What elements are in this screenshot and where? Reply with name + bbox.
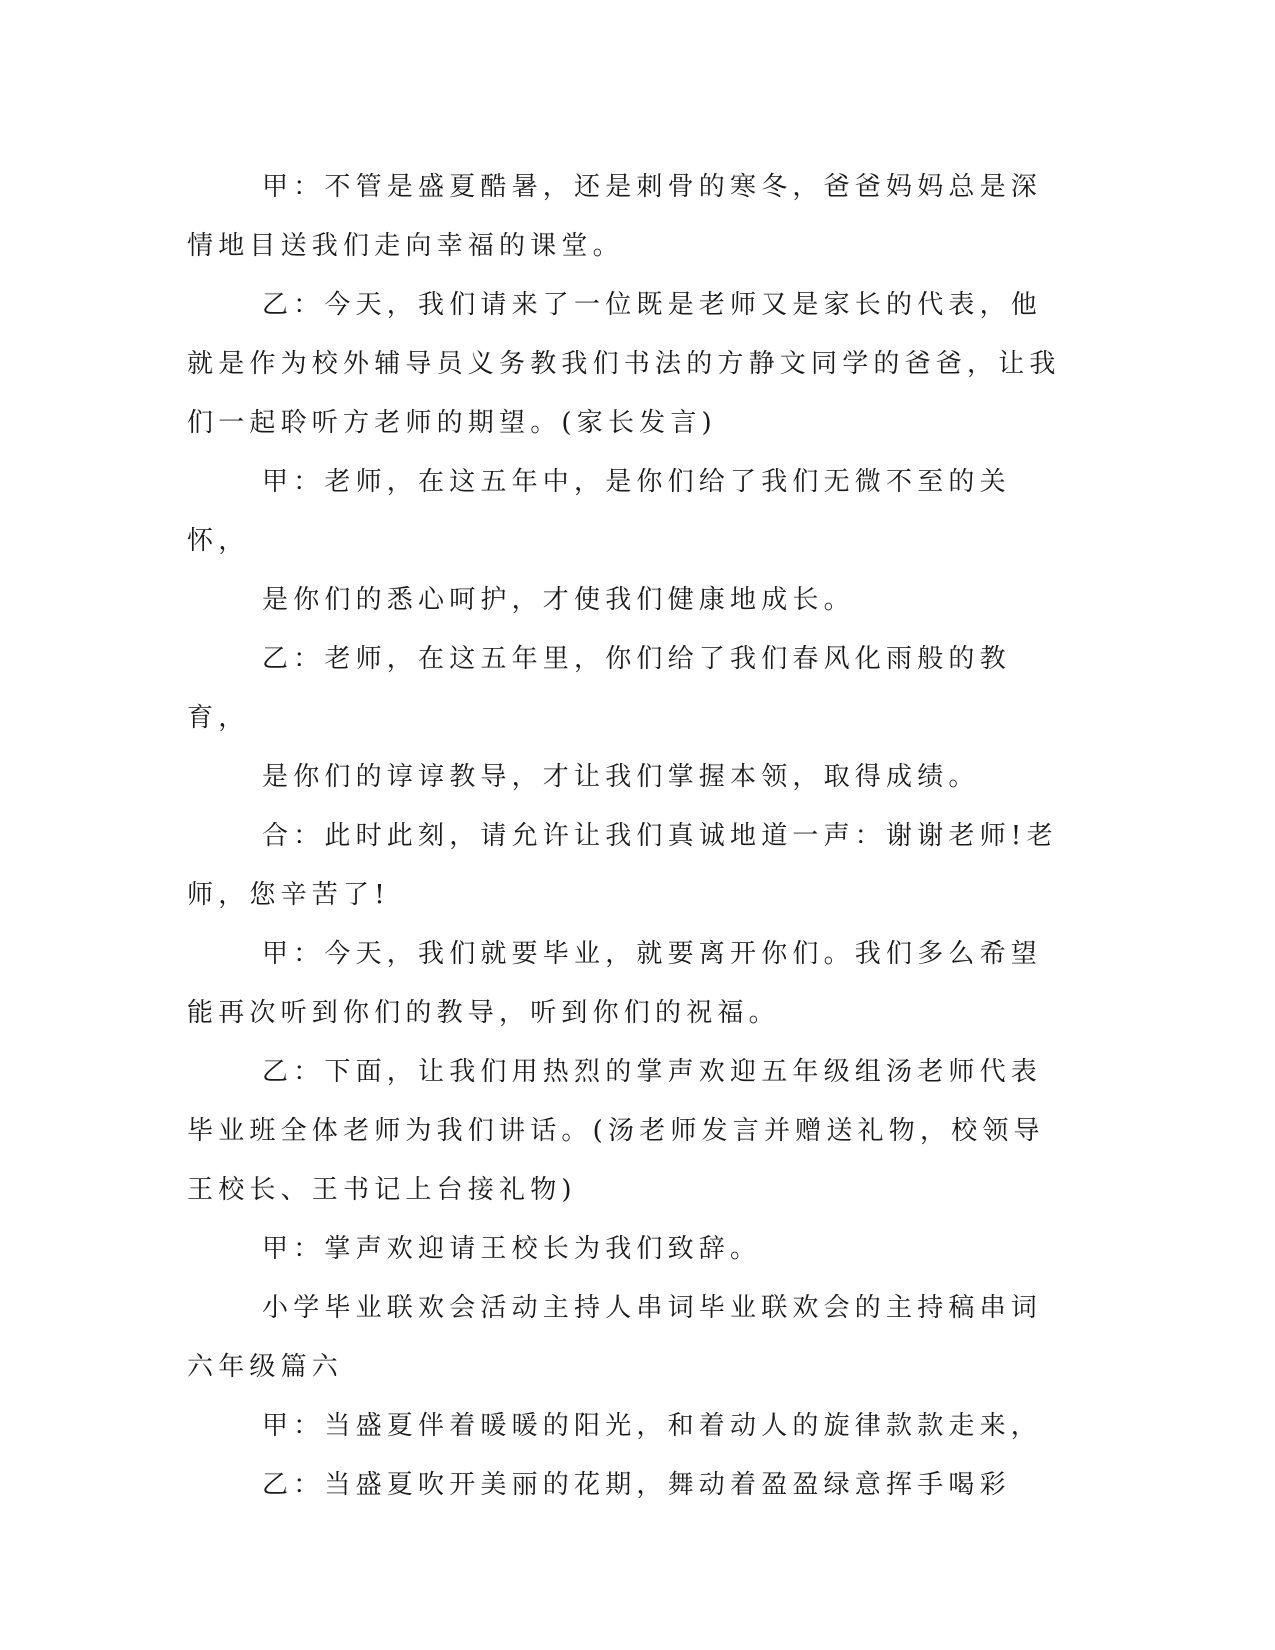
- paragraph-1: 甲：不管是盛夏酷暑，还是刺骨的寒冬，爸爸妈妈总是深情地目送我们走向幸福的课堂。: [187, 172, 1043, 261]
- paragraph-8: 甲：今天，我们就要毕业，就要离开你们。我们多么希望能再次听到你们的教导，听到你们的祝福。: [187, 939, 1043, 1028]
- document-body: [187, 158, 1067, 1515]
- paragraph-2: 乙：今天，我们请来了一位既是老师又是家长的代表，他就是作为校外辅导员义务教我们书法的方静文同学的爸爸，让我们一起聆听方老师的期望。(家长发言): [187, 290, 1061, 438]
- paragraph-9: 乙：下面，让我们用热烈的掌声欢迎五年级组汤老师代表毕业班全体老师为我们讲话。(汤老师发言并赠送礼物，校领导王校长、王书记上台接礼物): [187, 1057, 1045, 1205]
- paragraph-6: 是你们的谆谆教导，才让我们掌握本领，取得成绩。: [262, 762, 980, 792]
- paragraph-7: 合：此时此刻，请允许让我们真诚地道一声：谢谢老师!老师，您辛苦了!: [187, 821, 1058, 910]
- paragraph-10: 甲：掌声欢迎请王校长为我们致辞。: [262, 1234, 762, 1264]
- paragraph-12: 甲：当盛夏伴着暖暖的阳光，和着动人的旋律款款走来，: [262, 1411, 1043, 1441]
- paragraph-4: 是你们的悉心呵护，才使我们健康地成长。: [262, 585, 855, 615]
- paragraph-3: 甲：老师，在这五年中，是你们给了我们无微不至的关怀，: [187, 467, 1011, 556]
- paragraph-13: 乙：当盛夏吹开美丽的花期，舞动着盈盈绿意挥手喝彩: [262, 1470, 1011, 1500]
- paragraph-5: 乙：老师，在这五年里，你们给了我们春风化雨般的教育，: [187, 644, 1011, 733]
- paragraph-11: 小学毕业联欢会活动主持人串词毕业联欢会的主持稿串词六年级篇六: [187, 1293, 1043, 1382]
